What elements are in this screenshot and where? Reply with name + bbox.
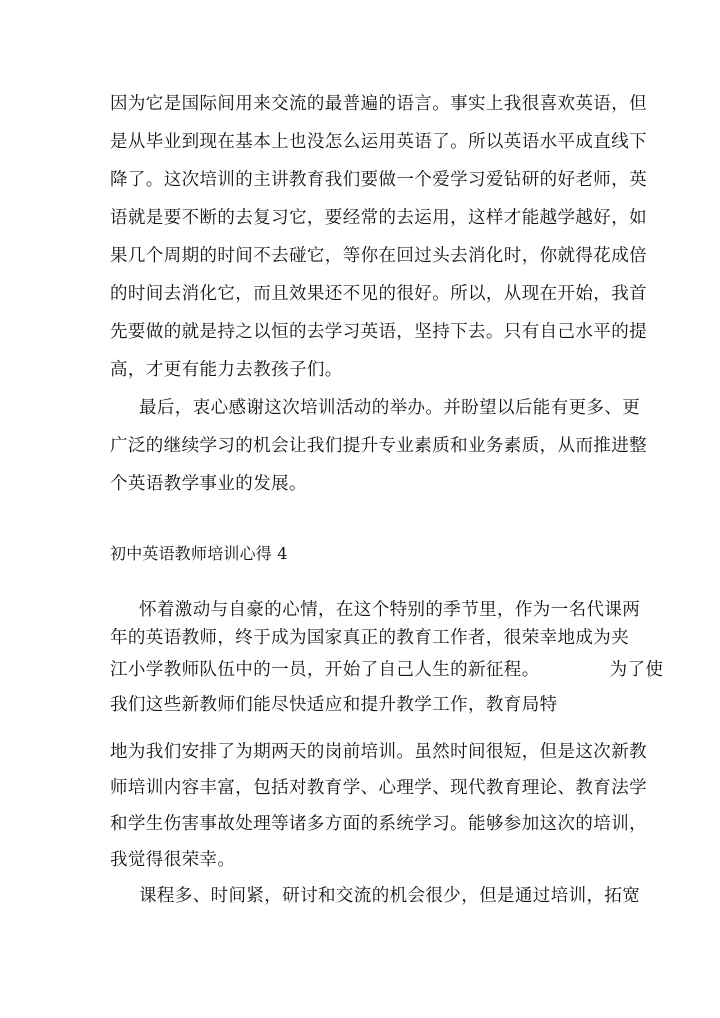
text-line: 课程多、时间紧，研讨和交流的机会很少，但是通过培训，拓宽 (139, 886, 641, 906)
text-segment: 江小学教师队伍中的一员，开始了自己人生的新征程。 (110, 660, 540, 680)
text-line: 语就是要不断的去复习它，要经常的去运用，这样才能越学越好，如 (110, 208, 647, 228)
text-line: 高，才更有能力去教孩子们。 (110, 360, 343, 380)
text-line: 我觉得很荣幸。 (110, 850, 236, 870)
text-line: 降了。这次培训的主讲教育我们要做一个爱学习爱钻研的好老师，英 (110, 170, 647, 190)
text-line: 果几个周期的时间不去碰它，等你在回过头去消化时，你就得花成倍 (110, 246, 647, 266)
text-line: 怀着激动与自豪的心情，在这个特别的季节里，作为一名代课两 (139, 600, 641, 620)
text-segment: 为了使 (609, 660, 664, 680)
text-line: 因为它是国际间用来交流的最普遍的语言。事实上我很喜欢英语，但 (110, 94, 647, 114)
text-line: 地为我们安排了为期两天的岗前培训。虽然时间很短，但是这次新教 (110, 742, 647, 762)
text-line: 和学生伤害事故处理等诸多方面的系统学习。能够参加这次的培训， (110, 814, 647, 834)
section-heading: 初中英语教师培训心得 4 (110, 544, 288, 563)
text-line: 年的英语教师，终于成为国家真正的教育工作者，很荣幸地成为夹 (110, 628, 630, 648)
text-line: 的时间去消化它，而且效果还不见的很好。所以，从现在开始，我首 (110, 284, 647, 304)
text-line: 师培训内容丰富，包括对教育学、心理学、现代教育理论、教育法学 (110, 778, 647, 798)
text-line: 最后，衷心感谢这次培训活动的举办。并盼望以后能有更多、更 (139, 398, 641, 418)
text-line: 先要做的就是持之以恒的去学习英语，坚持下去。只有自己水平的提 (110, 322, 647, 342)
text-line: 我们这些新教师们能尽快适应和提升教学工作，教育局特 (110, 695, 558, 715)
text-line (110, 659, 663, 681)
text-line: 个英语教学事业的发展。 (110, 474, 307, 494)
text-line: 是从毕业到现在基本上也没怎么运用英语了。所以英语水平成直线下 (110, 132, 647, 152)
text-line: 广泛的继续学习的机会让我们提升专业素质和业务素质，从而推进整 (110, 436, 647, 456)
